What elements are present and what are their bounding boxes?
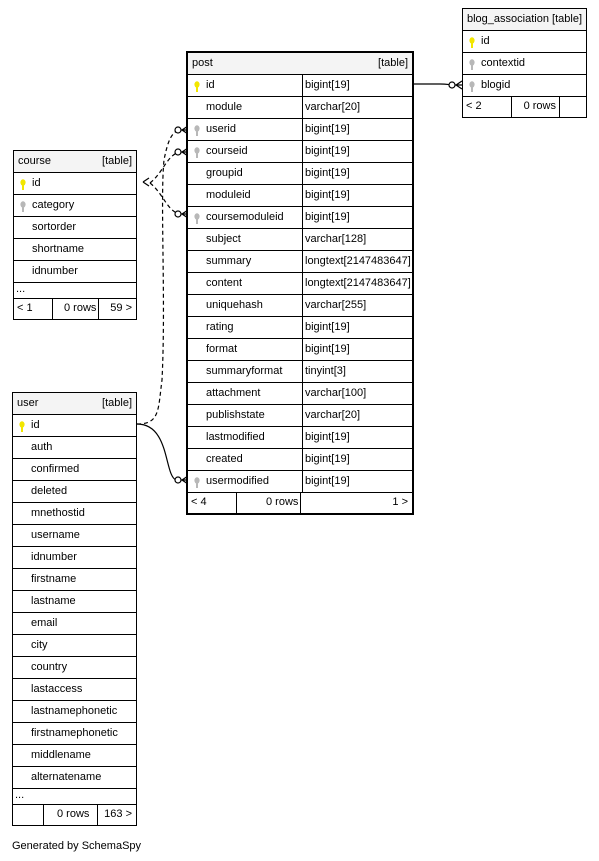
column-name: auth (31, 441, 53, 453)
column-name: country (31, 661, 68, 673)
footer-parents[interactable]: < 4 (191, 496, 207, 508)
table-tag: [table] (552, 13, 582, 25)
one-marker (143, 178, 149, 186)
column-type: bigint[19] (305, 211, 350, 223)
column-row[interactable] (13, 591, 136, 613)
column-type: varchar[20] (305, 101, 361, 113)
column-name: created (206, 453, 243, 465)
column-row[interactable] (188, 339, 412, 361)
column-name: attachment (206, 387, 261, 399)
table-name: user (17, 397, 39, 409)
column-name: blogid (481, 79, 511, 91)
column-row[interactable] (188, 405, 412, 427)
column-row[interactable] (188, 97, 412, 119)
table-header (13, 393, 136, 415)
column-row[interactable] (463, 75, 586, 97)
generator-credit: Generated by SchemaSpy (12, 840, 142, 852)
optional-marker (175, 127, 181, 133)
table-post[interactable] (186, 51, 414, 515)
table-user[interactable] (12, 392, 137, 826)
table-tag: [table] (102, 397, 132, 409)
optional-marker (175, 149, 181, 155)
column-name: publishstate (206, 409, 265, 421)
footer-rows: 0 rows (57, 808, 90, 820)
column-row[interactable] (188, 449, 412, 471)
column-name: rating (206, 321, 234, 333)
table-blog-association[interactable] (462, 8, 587, 118)
footer-rows: 0 rows (523, 100, 556, 112)
column-list (14, 173, 136, 283)
column-row[interactable] (188, 295, 412, 317)
column-row[interactable] (13, 503, 136, 525)
index-key-icon (467, 80, 477, 92)
column-type: bigint[19] (305, 145, 350, 157)
column-row[interactable] (13, 745, 136, 767)
index-key-icon (467, 58, 477, 70)
column-name: content (206, 277, 243, 289)
column-name: uniquehash (206, 299, 263, 311)
column-row[interactable] (13, 415, 136, 437)
column-row[interactable] (188, 141, 412, 163)
column-row[interactable] (13, 657, 136, 679)
column-row[interactable] (13, 459, 136, 481)
index-key-icon (18, 200, 28, 212)
column-row[interactable] (14, 239, 136, 261)
column-name: lastnamephonetic (31, 705, 118, 717)
column-row[interactable] (188, 471, 412, 493)
footer-parents[interactable]: < 1 (17, 302, 33, 314)
table-header (188, 53, 412, 75)
more-columns-ellipsis: ... (13, 789, 136, 805)
column-name: idnumber (31, 551, 77, 563)
column-name: lastaccess (31, 683, 83, 695)
column-row[interactable] (13, 613, 136, 635)
table-header (463, 9, 586, 31)
rel-user-post-usermodified (137, 424, 182, 480)
column-name: coursemoduleid (206, 211, 284, 223)
footer-children[interactable]: 1 > (392, 496, 408, 508)
column-row[interactable] (14, 261, 136, 283)
table-footer (13, 805, 136, 825)
column-name: userid (206, 123, 236, 135)
column-type: bigint[19] (305, 453, 350, 465)
column-row[interactable] (14, 217, 136, 239)
column-type: varchar[255] (305, 299, 367, 311)
column-type: bigint[19] (305, 431, 350, 443)
rel-course-post-coursemoduleid (150, 183, 182, 214)
column-row[interactable] (13, 635, 136, 657)
column-type: bigint[19] (305, 343, 350, 355)
column-name: lastmodified (206, 431, 265, 443)
column-name: summaryformat (206, 365, 283, 377)
column-row[interactable] (13, 723, 136, 745)
column-name: username (31, 529, 80, 541)
column-row[interactable] (13, 481, 136, 503)
column-name: category (32, 199, 75, 211)
column-row[interactable] (13, 679, 136, 701)
column-name: id (481, 35, 490, 47)
optional-marker (175, 477, 181, 483)
column-type: bigint[19] (305, 475, 350, 487)
column-row[interactable] (188, 75, 412, 97)
rel-user-post-userid (137, 130, 182, 424)
column-type: longtext[2147483647] (305, 277, 411, 289)
column-row[interactable] (188, 383, 412, 405)
column-list (13, 415, 136, 789)
index-key-icon (192, 476, 202, 488)
table-tag: [table] (102, 155, 132, 167)
column-name: module (206, 101, 243, 113)
column-name: middlename (31, 749, 91, 761)
column-name: courseid (206, 145, 248, 157)
column-name: subject (206, 233, 241, 245)
column-name: id (32, 177, 41, 189)
column-type: bigint[19] (305, 79, 350, 91)
column-row[interactable] (13, 569, 136, 591)
column-type: bigint[19] (305, 123, 350, 135)
column-row[interactable] (14, 173, 136, 195)
column-name: firstnamephonetic (31, 727, 118, 739)
column-row[interactable] (13, 767, 136, 789)
column-name: lastname (31, 595, 76, 607)
column-name: mnethostid (31, 507, 85, 519)
column-name: email (31, 617, 58, 629)
column-type: bigint[19] (305, 189, 350, 201)
column-type: bigint[19] (305, 167, 350, 179)
column-row[interactable] (463, 31, 586, 53)
table-footer (14, 299, 136, 319)
rel-course-post-courseid (150, 152, 182, 183)
column-type: tinyint[3] (305, 365, 346, 377)
column-row[interactable] (188, 273, 412, 295)
primary-key-icon (18, 178, 28, 190)
column-name: alternatename (31, 771, 102, 783)
footer-children[interactable]: 59 > (110, 302, 132, 314)
column-row[interactable] (463, 53, 586, 75)
column-row[interactable] (13, 547, 136, 569)
column-name: usermodified (206, 475, 269, 487)
column-name: summary (206, 255, 252, 267)
column-row[interactable] (188, 251, 412, 273)
table-name: blog_association (467, 13, 549, 25)
column-list (188, 75, 412, 493)
footer-rows: 0 rows (266, 496, 299, 508)
column-name: id (206, 79, 215, 91)
table-footer (188, 493, 412, 513)
table-name: course (18, 155, 52, 167)
table-tag: [table] (378, 57, 408, 69)
column-row[interactable] (13, 437, 136, 459)
table-footer (463, 97, 586, 117)
column-row[interactable] (14, 195, 136, 217)
column-name: city (31, 639, 48, 651)
column-name: format (206, 343, 238, 355)
column-type: varchar[128] (305, 233, 367, 245)
column-name: id (31, 419, 40, 431)
column-name: confirmed (31, 463, 80, 475)
column-type: varchar[20] (305, 409, 361, 421)
footer-children[interactable]: 163 > (104, 808, 132, 820)
primary-key-icon (467, 36, 477, 48)
column-name: deleted (31, 485, 68, 497)
column-name: moduleid (206, 189, 251, 201)
column-list (463, 31, 586, 97)
footer-parents[interactable]: < 2 (466, 100, 482, 112)
primary-key-icon (17, 420, 27, 432)
column-row[interactable] (188, 207, 412, 229)
column-row[interactable] (188, 361, 412, 383)
column-row[interactable] (188, 185, 412, 207)
column-name: idnumber (32, 265, 78, 277)
optional-marker (449, 82, 455, 88)
column-type: varchar[100] (305, 387, 367, 399)
table-name: post (192, 57, 213, 69)
column-type: longtext[2147483647] (305, 255, 411, 267)
column-row[interactable] (188, 119, 412, 141)
column-name: sortorder (32, 221, 77, 233)
footer-rows: 0 rows (64, 302, 97, 314)
column-name: firstname (31, 573, 77, 585)
column-name: groupid (206, 167, 243, 179)
column-row[interactable] (13, 525, 136, 547)
index-key-icon (192, 146, 202, 158)
column-name: shortname (32, 243, 84, 255)
more-columns-ellipsis: ... (14, 283, 136, 299)
column-row[interactable] (188, 427, 412, 449)
column-row[interactable] (188, 229, 412, 251)
primary-key-icon (192, 80, 202, 92)
index-key-icon (192, 124, 202, 136)
column-row[interactable] (188, 163, 412, 185)
table-course[interactable] (13, 150, 137, 320)
column-row[interactable] (188, 317, 412, 339)
column-type: bigint[19] (305, 321, 350, 333)
column-row[interactable] (13, 701, 136, 723)
table-header (14, 151, 136, 173)
column-name: contextid (481, 57, 526, 69)
optional-marker (175, 211, 181, 217)
index-key-icon (192, 212, 202, 224)
